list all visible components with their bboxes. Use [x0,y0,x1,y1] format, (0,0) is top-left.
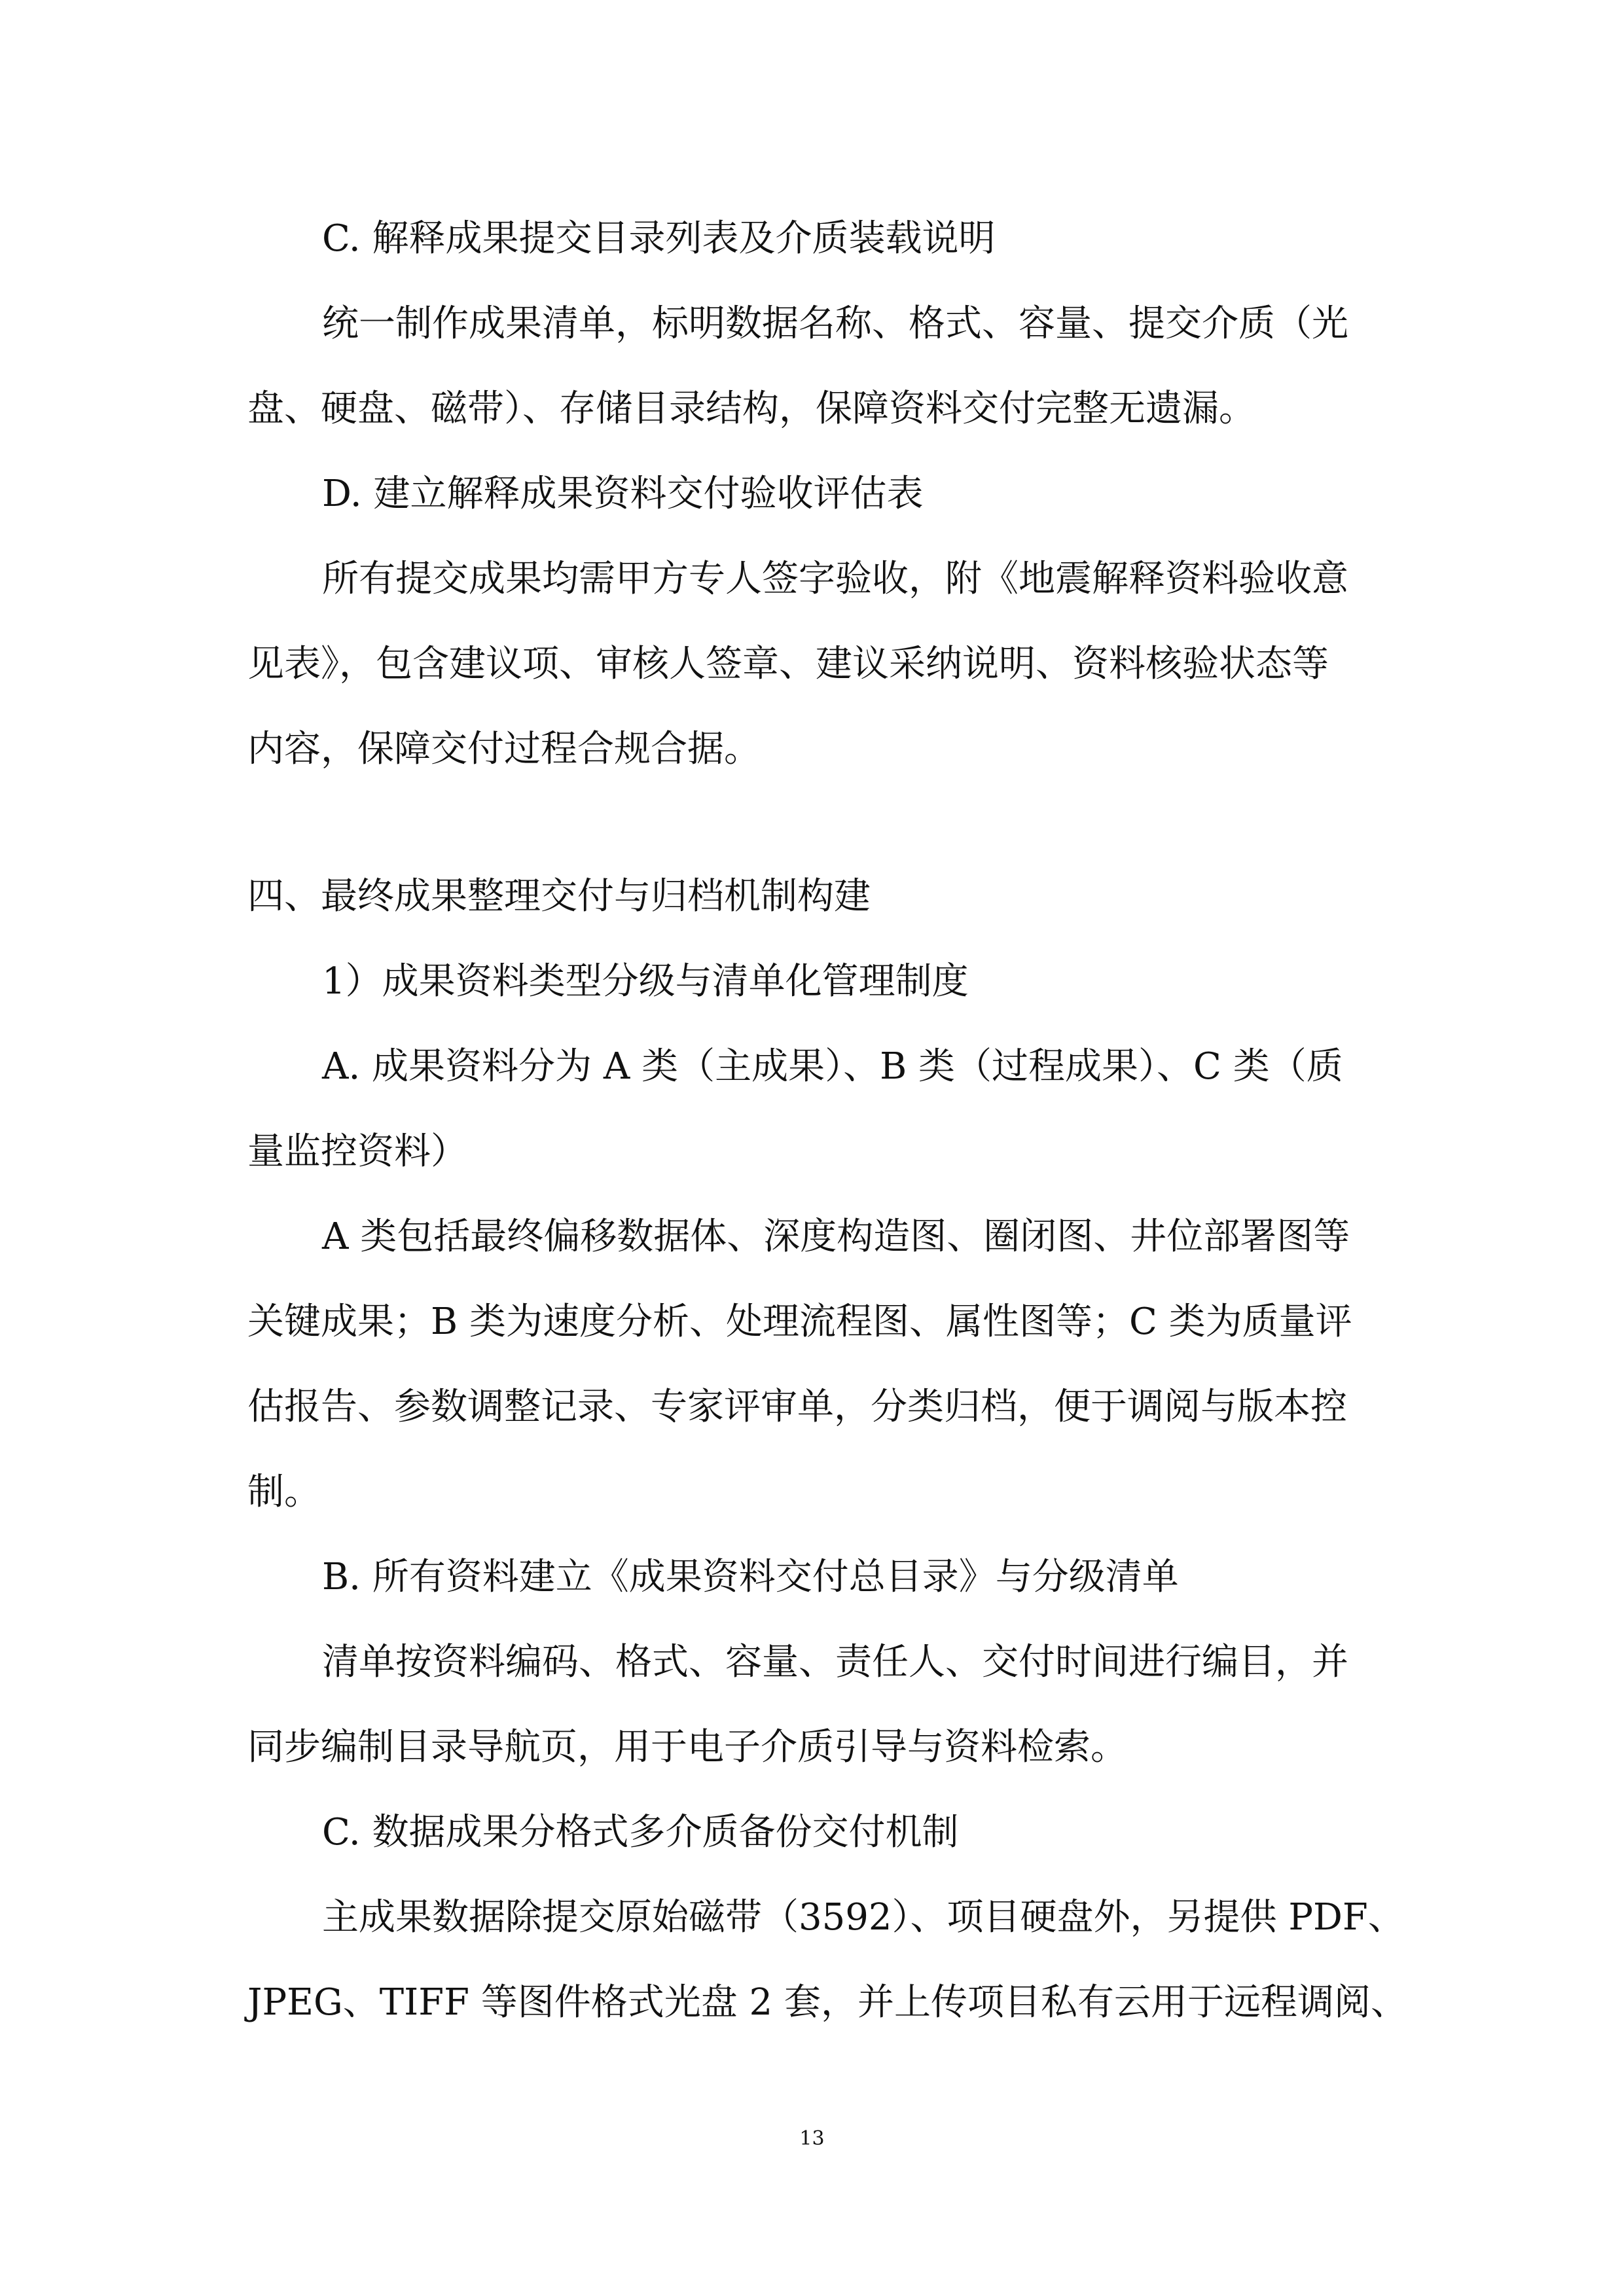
subheading-c2: C. 数据成果分格式多介质备份交付机制 [322,1811,959,1854]
paragraph-line: 估报告、参数调整记录、专家评审单，分类归档，便于调阅与版本控 [247,1386,1347,1428]
paragraph-line: 主成果数据除提交原始磁带（3592）、项目硬盘外，另提供 PDF、 [322,1896,1405,1939]
subheading-c: C. 解释成果提交目录列表及介质装载说明 [322,217,996,260]
section-heading: 四、最终成果整理交付与归档机制构建 [247,875,871,918]
paragraph-line: 见表》，包含建议项、审核人签章、建议采纳说明、资料核验状态等 [247,643,1329,685]
paragraph-line: 内容，保障交付过程合规合据。 [247,728,761,770]
paragraph-line: 关键成果；B 类为速度分析、处理流程图、属性图等；C 类为质量评 [247,1300,1352,1343]
paragraph-line: JPEG、TIFF 等图件格式光盘 2 套，并上传项目私有云用于远程调阅、 [247,1981,1407,2024]
paragraph-line: 所有提交成果均需甲方专人签字验收，附《地震解释资料验收意 [322,558,1348,600]
paragraph-line: 量监控资料） [247,1130,467,1173]
page-number: 13 [799,2127,825,2150]
subheading-d: D. 建立解释成果资料交付验收评估表 [322,473,924,515]
paragraph-line: 同步编制目录导航页，用于电子介质引导与资料检索。 [247,1726,1127,1768]
subheading-a: A. 成果资料分为 A 类（主成果）、B 类（过程成果）、C 类（质 [322,1045,1343,1088]
paragraph-line: 制。 [247,1471,321,1513]
subheading-b: B. 所有资料建立《成果资料交付总目录》与分级清单 [322,1556,1179,1598]
paragraph-line: 清单按资料编码、格式、容量、责任人、交付时间进行编目，并 [322,1641,1348,1683]
paragraph-line: 盘、硬盘、磁带）、存储目录结构，保障资料交付完整无遗漏。 [247,387,1255,430]
subsection-heading: 1）成果资料类型分级与清单化管理制度 [322,960,969,1003]
paragraph-line: 统一制作成果清单，标明数据名称、格式、容量、提交介质（光 [322,302,1348,345]
paragraph-line: A 类包括最终偏移数据体、深度构造图、圈闭图、井位部署图等 [322,1215,1350,1258]
